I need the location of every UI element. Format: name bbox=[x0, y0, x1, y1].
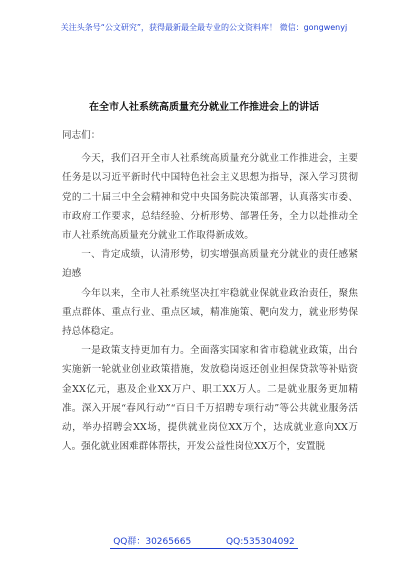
paragraph-achievements: 一是政策支持更加有力。全面落实国家和省市稳就业政策，出台实施新一轮就业创业政策措施，发放稳岗返还创业担保贷款等补贴资金XX亿元，惠及企业XX万户、职工XX万人。二是就业服务更加精准。深入开展“春风行动”“百日千万招聘专项行动”等公共就业服务活动，举办招聘会XX场，提供就业岗位XX万个，达成就业意向XX万人。强化就业困难群体帮扶，开发公益性岗位XX万个，安置脱 bbox=[62, 345, 358, 453]
paragraph-opening: 今天，我们召开全市人社系统高质量充分就业工作推进会，主要任务是以习近平新时代中国特色社会主义思想为指导，深入学习贯彻党的二十届三中全会精神和党中央国务院决策部署，认真落实市委、市政府工作要求，总结经验、分析形势、部署任务，全力以赴推动全市人社系统高质量充分就业工作取得新成效。 bbox=[62, 153, 358, 242]
document-title: 在全市人社系统高质量充分就业工作推进会上的讲话 bbox=[89, 102, 319, 113]
footer-underline bbox=[110, 548, 298, 549]
document-body bbox=[62, 126, 358, 456]
footer-contact bbox=[0, 534, 408, 547]
section-heading-1: 一、肯定成绩，认清形势，切实增强高质量充分就业的责任感紧迫感 bbox=[62, 249, 358, 280]
paragraph-overview: 今年以来，全市人社系统坚决扛牢稳就业保就业政治责任，聚焦重点群体、重点行业、重点区域，精准施策、靶向发力，就业形势保持总体稳定。 bbox=[62, 287, 358, 338]
salutation: 同志们： bbox=[62, 130, 101, 141]
header-note: 关注头条号“公文研究”，获得最新最全最专业的公文资料库！ 微信：gongwenyj bbox=[60, 23, 348, 32]
footer-qq: QQ:535304092 bbox=[226, 537, 295, 547]
footer-qq-group: QQ群：30265665 bbox=[113, 537, 192, 547]
